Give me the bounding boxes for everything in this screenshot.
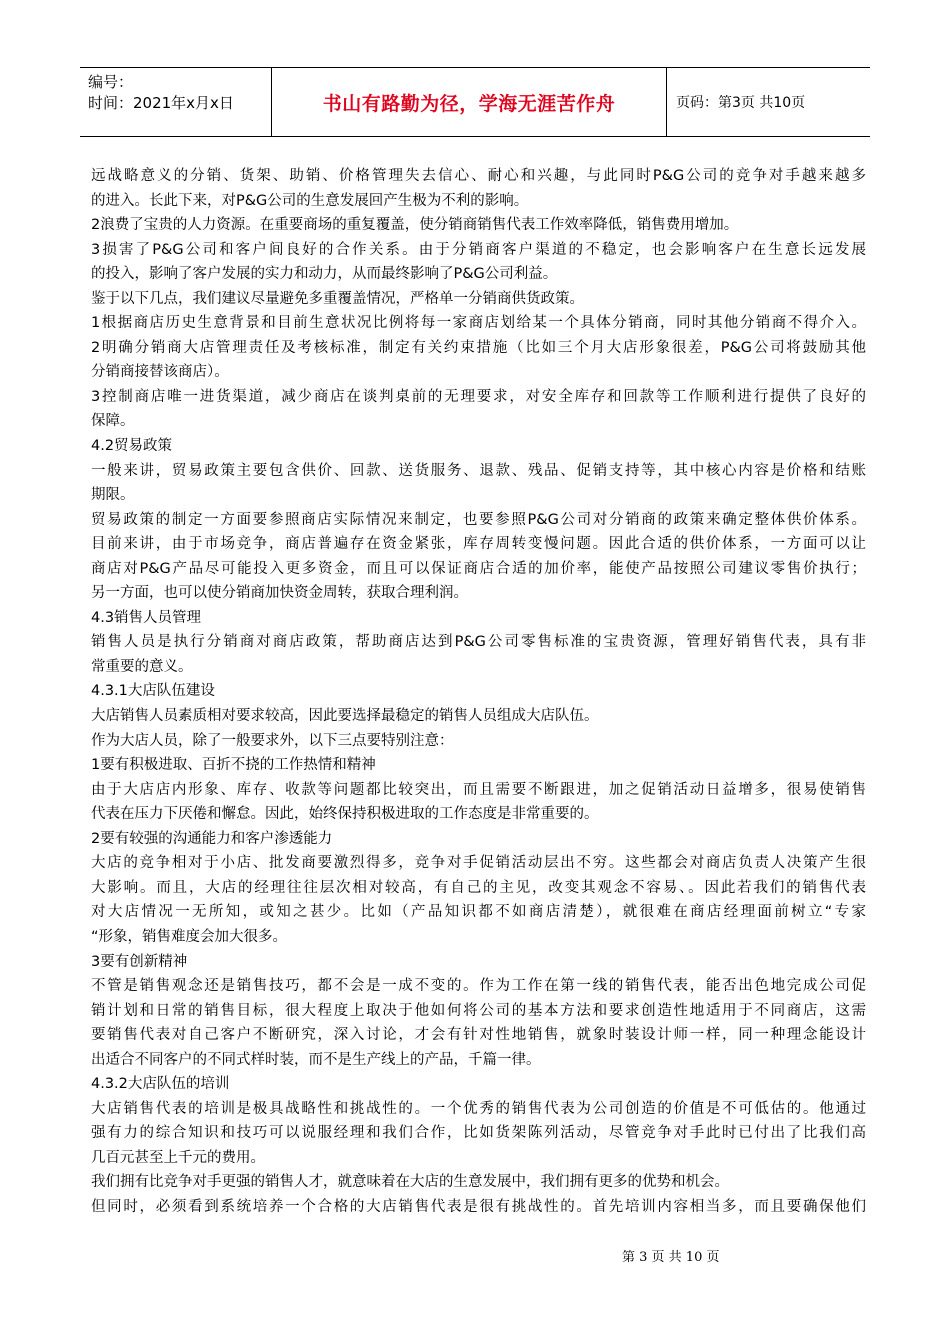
body-text-line: 的投入，影响了客户发展的实力和动力，从而最终影响了P&G公司利益。	[91, 266, 558, 283]
body-text-line: 大影响。而且，大店的经理往往层次相对较高，有自己的主见，改变其观念不容易、。因此若我们的销售代表	[91, 879, 866, 896]
body-text-line: 4.2贸易政策	[91, 438, 173, 455]
body-text-line: 对大店情况一无所知，或知之甚少。比如（产品知识都不如商店清楚），就很难在商店经理面前树立“专家	[91, 904, 866, 921]
body-text-line: 保障。	[91, 413, 135, 430]
body-text-line: 2明确分销商大店管理责任及考核标准，制定有关约束措施（比如三个月大店形象很差，P&G公司将鼓励其他	[91, 339, 866, 356]
body-text-line: 1要有积极进取、百折不挠的工作热情和精神	[91, 757, 376, 774]
body-text-line: 商店对P&G产品尽可能投入更多资金，而且可以保证商店合适的加价率，能使产品按照公司建议零售价执行；	[91, 560, 866, 577]
body-text-line: 不管是销售观念还是销售技巧，都不会是一成不变的。作为工作在第一线的销售代表，能否出色地完成公司促	[91, 978, 866, 995]
page-header	[80, 67, 870, 137]
body-text-line: 几百元甚至上千元的费用。	[91, 1149, 265, 1166]
document-body	[91, 164, 866, 1220]
document-number-label: 编号：	[88, 73, 134, 91]
header-info	[80, 68, 272, 136]
body-text-line: 销计划和日常的销售目标，很大程度上取决于他如何将公司的基本方法和要求创造性地适用于不同商店，这需	[91, 1002, 866, 1019]
body-text-line: 3要有创新精神	[91, 953, 188, 970]
body-text-line: 大店销售人员素质相对要求较高，因此要选择最稳定的销售人员组成大店队伍。	[91, 708, 599, 725]
body-text-line: 期限。	[91, 487, 135, 504]
body-text-line: 3控制商店唯一进货渠道，减少商店在谈判桌前的无理要求，对安全库存和回款等工作顺利进行提供了良好的	[91, 388, 866, 405]
body-text-line: 鉴于以下几点，我们建议尽量避免多重覆盖情况，严格单一分销商供货政策。	[91, 290, 584, 307]
body-text-line: 我们拥有比竞争对手更强的销售人才，就意味着在大店的生意发展中，我们拥有更多的优势和机会。	[91, 1174, 729, 1191]
body-text-line: 远战略意义的分销、货架、助销、价格管理失去信心、耐心和兴趣，与此同时P&G公司的竞争对手越来越多	[91, 168, 866, 184]
body-text-line: 大店的竞争相对于小店、批发商要激烈得多，竞争对手促销活动层出不穷。这些都会对商店负责人决策产生很	[91, 855, 866, 872]
body-text-line: 另一方面，也可以使分销商加快资金周转，获取合理利润。	[91, 585, 468, 602]
body-text-line: 代表在压力下厌倦和懈怠。因此，始终保持积极进取的工作态度是非常重要的。	[91, 806, 599, 823]
header-motto: 书山有路勤为径，学海无涯苦作舟	[272, 68, 667, 136]
body-text-line: 常重要的意义。	[91, 658, 193, 675]
body-text-line: 2要有较强的沟通能力和客户渗透能力	[91, 830, 333, 847]
body-text-line: 4.3销售人员管理	[91, 609, 202, 626]
header-page-number: 页码：第3页 共10页	[676, 95, 806, 111]
body-text-line: 由于大店店内形象、库存、收款等问题都比较突出，而且需要不断跟进，加之促销活动日益增多，很易使销售	[91, 781, 866, 798]
body-text-line: 作为大店人员，除了一般要求外，以下三点要特别注意：	[91, 732, 454, 749]
document-time-label: 时间：2021年x月x日	[88, 94, 234, 112]
page-footer: 第 3 页 共 10 页	[622, 1250, 720, 1265]
body-text-line: 分销商接替该商店）。	[91, 364, 229, 381]
body-text-line: 要销售代表对自己客户不断研究，深入讨论，才会有针对性地销售，就象时装设计师一样，同一种理念能设计	[91, 1027, 866, 1044]
body-text-line: 销售人员是执行分销商对商店政策，帮助商店达到P&G公司零售标准的宝贵资源，管理好销售代表，具有非	[91, 634, 866, 651]
body-text-line: 一般来讲，贸易政策主要包含供价、回款、送货服务、退款、残品、促销支持等，其中核心内容是价格和结账	[91, 462, 866, 479]
body-text-line: 2浪费了宝贵的人力资源。在重要商场的重复覆盖，使分销商销售代表工作效率降低，销售费用增加。	[91, 217, 739, 234]
body-text-line: 4.3.1大店队伍建设	[91, 683, 215, 700]
body-text-line: 出适合不同客户的不同式样时装，而不是生产线上的产品，千篇一律。	[91, 1051, 541, 1068]
body-text-line: 大店销售代表的培训是极具战略性和挑战性的。一个优秀的销售代表为公司创造的价值是不可低估的。他通过	[91, 1100, 866, 1117]
body-text-line: “形象，销售难度会加大很多。	[91, 928, 288, 945]
body-text-line: 4.3.2大店队伍的培训	[91, 1076, 230, 1093]
body-text-line: 1根据商店历史生意背景和目前生意状况比例将每一家商店划给某一个具体分销商，同时其他分销商不得介入。	[91, 315, 866, 332]
body-text-line: 但同时，必须看到系统培养一个合格的大店销售代表是很有挑战性的。首先培训内容相当多，而且要确保他们	[91, 1198, 866, 1215]
body-text-line: 的进入。长此下来，对P&G公司的生意发展回产生极为不利的影响。	[91, 192, 529, 209]
body-text-line: 强有力的综合知识和技巧可以说服经理和我们合作，比如货架陈列活动，尽管竞争对手此时已付出了比我们高	[91, 1125, 866, 1142]
body-text-line: 贸易政策的制定一方面要参照商店实际情况来制定，也要参照P&G公司对分销商的政策来确定整体供价体系。	[91, 511, 866, 528]
body-text-line: 3损害了P&G公司和客户间良好的合作关系。由于分销商客户渠道的不稳定，也会影响客户在生意长远发展	[91, 241, 866, 258]
body-text-line: 目前来讲，由于市场竞争，商店普遍存在资金紧张，库存周转变慢问题。因此合适的供价体系，一方面可以让	[91, 536, 866, 553]
